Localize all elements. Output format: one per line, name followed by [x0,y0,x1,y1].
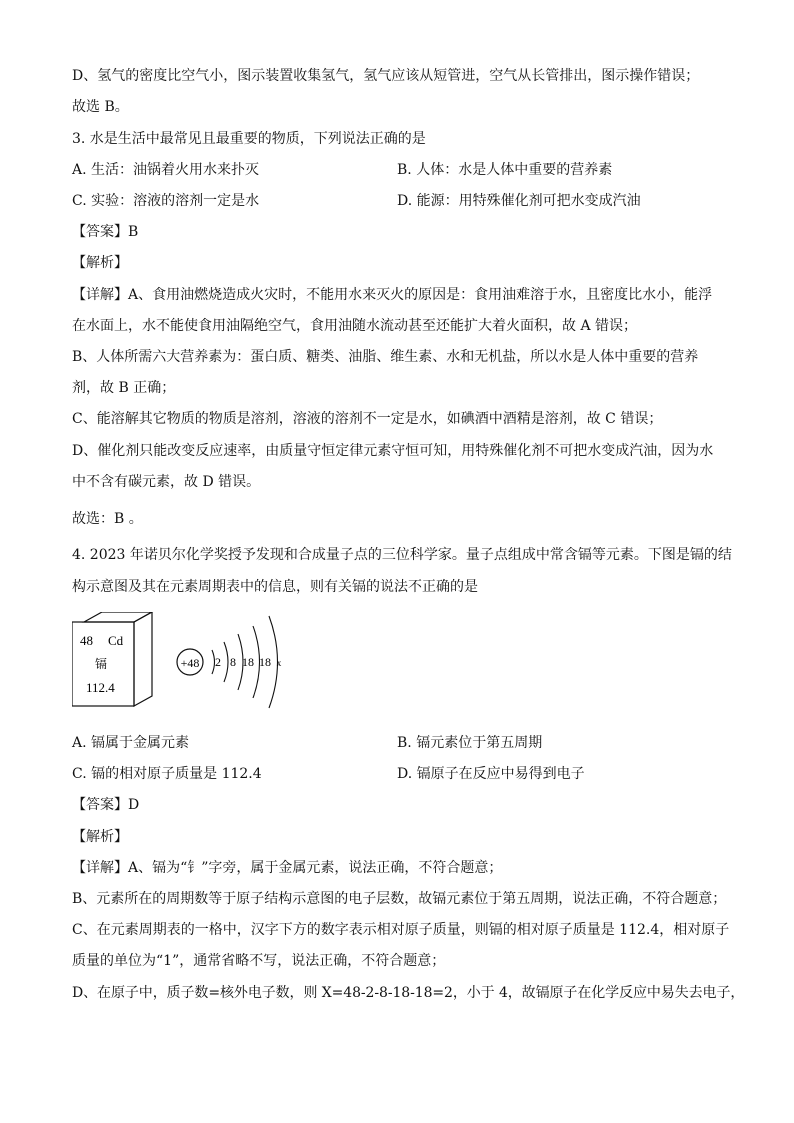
atom-structure [177,616,282,708]
shell-electrons: x [276,658,282,668]
nuclear-charge: +48 [180,656,200,670]
explanation-line: 剂，故 B 正确； [72,380,176,396]
question-stem: 4. 2023 年诺贝尔化学奖授予发现和合成量子点的三位科学家。量子点组成中常含镉等元素。下图是镉的结 [72,547,732,563]
element-name: 镉 [95,657,108,671]
explanation-line: D、在原子中，质子数=核外电子数，则 X=48-2-8-18-18=2，小于 4，故镉原子在化学反应中易失去电子， [72,985,745,1001]
explanation-line: C、能溶解其它物质的物质是溶剂，溶液的溶剂不一定是水，如碘酒中酒精是溶剂，故 C 错误； [72,411,663,427]
cadmium-figure [72,612,302,722]
cadmium-diagram [72,612,302,722]
option-c: C. 镉的相对原子质量是 112.4 [72,766,262,782]
atomic-number: 48 [80,633,93,648]
option-d: D. 镉原子在反应中易得到电子 [397,766,585,782]
shell-electrons: 8 [230,655,236,669]
explanation-line: 【详解】A、镉为“钅”字旁，属于金属元素，说法正确，不符合题意； [72,860,503,876]
electron-shell [224,642,228,682]
text-line: 故选 B。 [72,99,129,115]
shell-electrons: 2 [215,655,221,669]
element-symbol: Cd [108,633,124,648]
option-b: B. 镉元素位于第五周期 [397,735,543,751]
option-a: A. 生活：油锅着火用水来扑灭 [72,162,260,178]
question-stem: 3. 水是生活中最常见且最重要的物质，下列说法正确的是 [72,131,426,147]
explanation-line: 质量的单位为“1”，通常省略不写，说法正确，不符合题意； [72,953,446,969]
explanation-line: 【详解】A、食用油燃烧造成火灾时，不能用水来灭火的原因是：食用油难溶于水，且密度比水小，能浮 [72,287,713,303]
explanation-line: B、人体所需六大营养素为：蛋白质、糖类、油脂、维生素、水和无机盐，所以水是人体中重要的营养 [72,349,699,365]
explanation-line: C、在元素周期表的一格中，汉字下方的数字表示相对原子质量，则镉的相对原子质量是 112.4，相对原子 [72,922,730,938]
option-c: C. 实验：溶液的溶剂一定是水 [72,193,260,209]
option-a: A. 镉属于金属元素 [72,735,190,751]
explanation-line: B、元素所在的周期数等于原子结构示意图的电子层数，故镉元素位于第五周期，说法正确，不符合题意； [72,891,727,907]
analysis-label: 【解析】 [72,829,128,845]
explanation-line: 在水面上，水不能使食用油隔绝空气，食用油随水流动甚至还能扩大着火面积，故 A 错误； [72,318,638,334]
shell-electrons: 18 [259,655,271,669]
element-cell [72,612,152,706]
text-line: D、氢气的密度比空气小，图示装置收集氢气，氢气应该从短管进，空气从长管排出，图示操作错误； [72,68,700,84]
atomic-mass: 112.4 [86,680,115,695]
option-d: D. 能源：用特殊催化剂可把水变成汽油 [397,193,641,209]
shell-electrons: 18 [242,655,254,669]
question-stem: 构示意图及其在元素周期表中的信息，则有关镉的说法不正确的是 [72,579,478,595]
answer-label: 【答案】B [72,224,139,240]
option-b: B. 人体：水是人体中重要的营养素 [397,162,613,178]
conclusion: 故选：B 。 [72,511,143,527]
answer-label: 【答案】D [72,797,140,813]
explanation-line: 中不含有碳元素，故 D 错误。 [72,474,261,490]
analysis-label: 【解析】 [72,255,128,271]
explanation-line: D、催化剂只能改变反应速率，由质量守恒定律元素守恒可知，用特殊催化剂不可把水变成汽油，因为水 [72,443,714,459]
